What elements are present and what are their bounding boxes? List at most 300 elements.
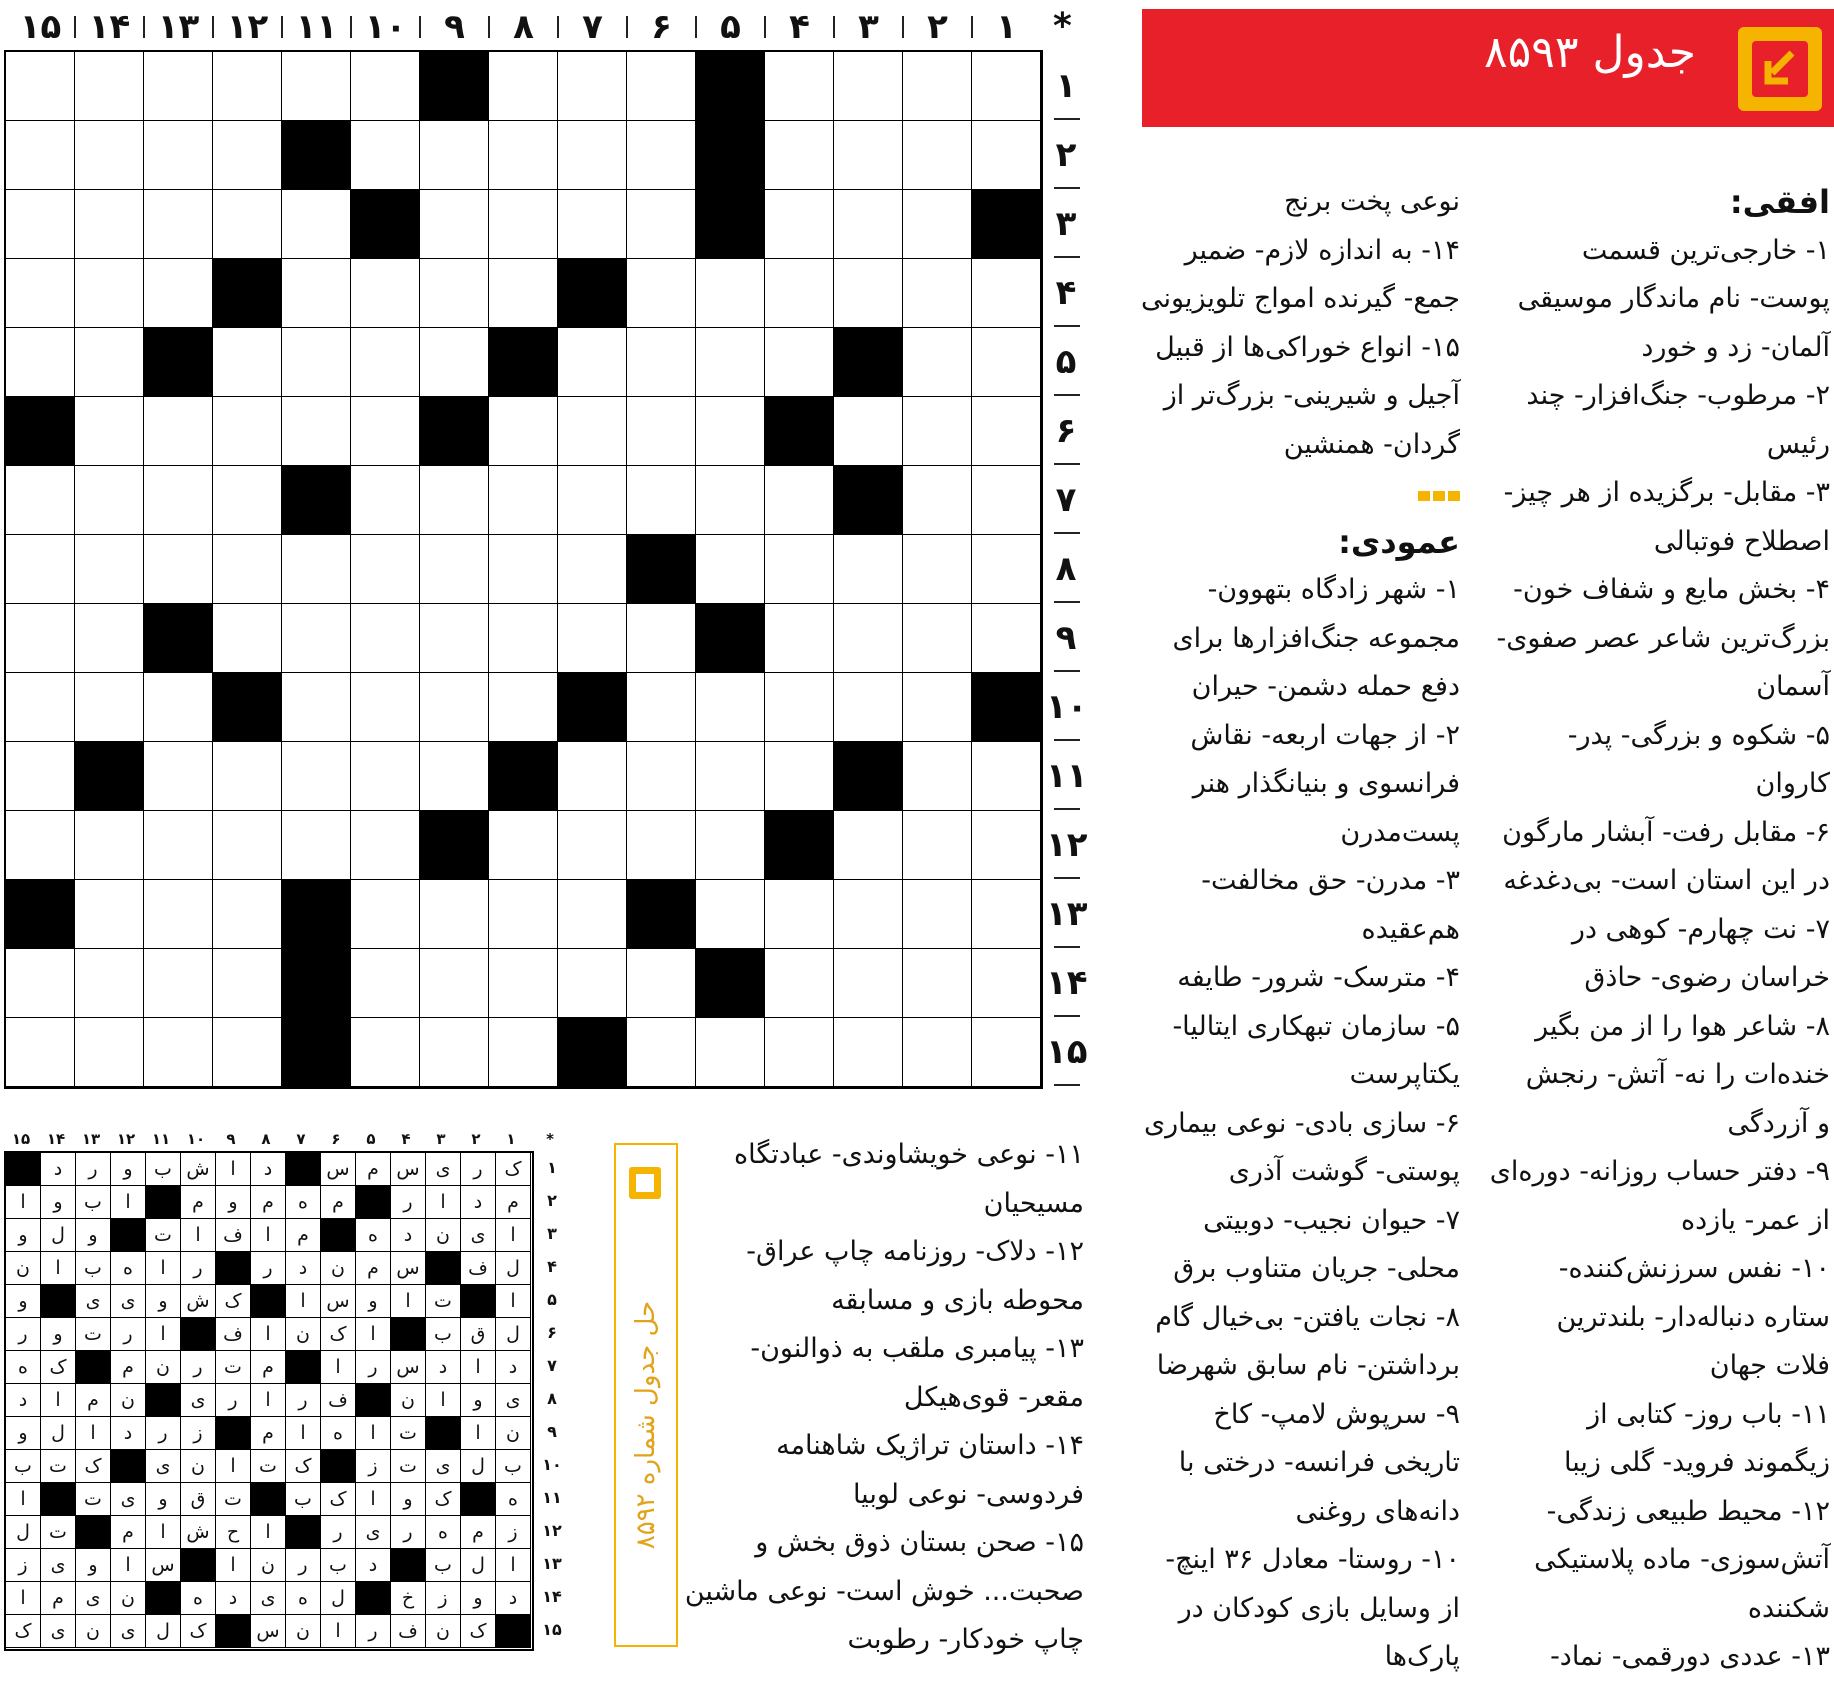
grid-cell[interactable] (489, 466, 558, 535)
grid-cell[interactable] (903, 121, 972, 190)
solution-cell: ن (6, 1252, 41, 1285)
solution-row-label: ۱۰ (542, 1455, 562, 1474)
grid-cell[interactable] (972, 949, 1041, 1018)
solution-cell: و (356, 1285, 391, 1318)
grid-cell[interactable] (972, 535, 1041, 604)
grid-cell[interactable] (213, 604, 282, 673)
grid-cell[interactable] (75, 397, 144, 466)
grid-cell[interactable] (903, 604, 972, 673)
solution-column-label: ۱۲ (116, 1130, 136, 1148)
solution-cell: ت (146, 1219, 181, 1252)
grid-cell[interactable] (558, 673, 627, 742)
grid-cell[interactable] (558, 259, 627, 328)
grid-cell[interactable] (6, 673, 75, 742)
grid-cell[interactable] (903, 742, 972, 811)
grid-cell[interactable] (834, 604, 903, 673)
solution-cell: ت (391, 1417, 426, 1450)
grid-cell[interactable] (558, 880, 627, 949)
grid-cell[interactable] (627, 259, 696, 328)
solution-grid (4, 1151, 534, 1651)
vertical-clue-line: ۱۵- صحن بستان ذوق بخش و (755, 1527, 1084, 1558)
grid-cell[interactable] (213, 880, 282, 949)
grid-cell[interactable] (420, 259, 489, 328)
grid-cell[interactable] (144, 259, 213, 328)
grid-cell[interactable] (144, 1018, 213, 1087)
horizontal-clue-line: ۳- مقابل- برگزیده از هر چیز- (1503, 477, 1830, 508)
grid-cell[interactable] (75, 121, 144, 190)
grid-cell[interactable] (627, 328, 696, 397)
grid-cell[interactable] (351, 52, 420, 121)
solution-column-label: ۲ (471, 1130, 481, 1148)
grid-cell[interactable] (351, 397, 420, 466)
grid-cell[interactable] (213, 52, 282, 121)
grid-cell[interactable] (489, 259, 558, 328)
solution-cell: ی (251, 1582, 286, 1615)
grid-cell[interactable] (903, 535, 972, 604)
grid-column-label: ۱۴ (88, 7, 131, 47)
grid-cell[interactable] (6, 880, 75, 949)
grid-cell[interactable] (696, 742, 765, 811)
solution-cell: ا (6, 1483, 41, 1516)
grid-cell[interactable] (420, 121, 489, 190)
grid-cell[interactable] (903, 190, 972, 259)
grid-cell[interactable] (75, 1018, 144, 1087)
grid-cell[interactable] (75, 949, 144, 1018)
horizontal-clue-line: ۱۰- نفس سرزنش‌کننده- (1558, 1253, 1830, 1284)
grid-cell[interactable] (144, 397, 213, 466)
grid-cell[interactable] (765, 535, 834, 604)
grid-cell[interactable] (282, 1018, 351, 1087)
grid-cell[interactable] (834, 880, 903, 949)
grid-cell[interactable] (558, 742, 627, 811)
grid-cell[interactable] (627, 1018, 696, 1087)
horizontal-clue-line: از عمر- یازده (1680, 1204, 1830, 1236)
vertical-clue-line: مقعر- قوی‌هیکل (903, 1381, 1084, 1413)
grid-cell[interactable] (834, 328, 903, 397)
grid-cell[interactable] (558, 1018, 627, 1087)
solution-cell: ن (181, 1450, 216, 1483)
solution-cell: ک (41, 1351, 76, 1384)
grid-cell[interactable] (696, 190, 765, 259)
grid-cell[interactable] (6, 259, 75, 328)
grid-cell[interactable] (75, 328, 144, 397)
grid-cell[interactable] (6, 535, 75, 604)
grid-cell[interactable] (489, 949, 558, 1018)
vertical-clue-line: پوستی- گوشت آذری (1228, 1156, 1460, 1187)
grid-cell[interactable] (972, 52, 1041, 121)
grid-cell[interactable] (972, 259, 1041, 328)
grid-cell[interactable] (558, 121, 627, 190)
horizontal-clue-line: خراسان رضوی- حاذق (1584, 962, 1830, 993)
grid-cell[interactable] (765, 673, 834, 742)
solution-cell: س (146, 1549, 181, 1582)
grid-cell[interactable] (903, 52, 972, 121)
continued-clues (684, 1131, 1084, 1665)
solution-cell (6, 1153, 41, 1186)
grid-cell[interactable] (351, 466, 420, 535)
grid-cell[interactable] (627, 742, 696, 811)
grid-cell[interactable] (765, 880, 834, 949)
solution-cell: ت (426, 1285, 461, 1318)
grid-cell[interactable] (75, 466, 144, 535)
grid-cell[interactable] (489, 121, 558, 190)
grid-cell[interactable] (834, 1018, 903, 1087)
solution-cell: ق (461, 1318, 496, 1351)
grid-cell[interactable] (420, 397, 489, 466)
horizontal-clue-line: ۷- نت چهارم- کوهی در (1571, 913, 1830, 945)
grid-cell[interactable] (144, 535, 213, 604)
grid-cell[interactable] (144, 742, 213, 811)
grid-cell[interactable] (627, 811, 696, 880)
grid-column-label: ۴ (789, 7, 810, 47)
solution-cell: ا (251, 1384, 286, 1417)
grid-cell[interactable] (558, 604, 627, 673)
solution-cell (251, 1483, 286, 1516)
grid-cell[interactable] (972, 397, 1041, 466)
horizontal-clues (1489, 178, 1830, 1682)
solution-cell (41, 1285, 76, 1318)
grid-cell[interactable] (558, 811, 627, 880)
solution-cell: ه (496, 1483, 531, 1516)
grid-cell[interactable] (834, 742, 903, 811)
grid-cell[interactable] (489, 397, 558, 466)
grid-cell[interactable] (213, 397, 282, 466)
grid-cell[interactable] (903, 811, 972, 880)
grid-cell[interactable] (765, 604, 834, 673)
grid-cell[interactable] (213, 742, 282, 811)
grid-cell[interactable] (351, 742, 420, 811)
grid-row-label: ۹ (1055, 618, 1077, 658)
solution-cell: س (321, 1285, 356, 1318)
grid-cell[interactable] (696, 604, 765, 673)
grid-cell[interactable] (282, 742, 351, 811)
grid-cell[interactable] (144, 190, 213, 259)
grid-cell[interactable] (903, 259, 972, 328)
horizontal-clue-line: ۱۳- عددی دورقمی- نماد- (1550, 1641, 1830, 1672)
grid-cell[interactable] (696, 949, 765, 1018)
grid-cell[interactable] (351, 604, 420, 673)
grid-cell[interactable] (765, 949, 834, 1018)
grid-cell[interactable] (489, 328, 558, 397)
grid-cell[interactable] (6, 328, 75, 397)
grid-cell[interactable] (903, 880, 972, 949)
grid-cell[interactable] (972, 673, 1041, 742)
grid-cell[interactable] (282, 121, 351, 190)
solution-cell: ا (41, 1384, 76, 1417)
grid-cell[interactable] (696, 52, 765, 121)
solution-cell: ر (146, 1417, 181, 1450)
solution-cell: م (111, 1516, 146, 1549)
grid-cell[interactable] (696, 535, 765, 604)
grid-cell[interactable] (489, 535, 558, 604)
grid-cell[interactable] (972, 328, 1041, 397)
grid-cell[interactable] (6, 811, 75, 880)
grid-cell[interactable] (627, 949, 696, 1018)
grid-cell[interactable] (213, 328, 282, 397)
grid-cell[interactable] (213, 190, 282, 259)
solution-cell (146, 1384, 181, 1417)
solution-cell: ا (356, 1318, 391, 1351)
grid-cell[interactable] (213, 466, 282, 535)
grid-cell[interactable] (282, 673, 351, 742)
grid-cell[interactable] (75, 535, 144, 604)
grid-cell[interactable] (765, 52, 834, 121)
grid-cell[interactable] (627, 397, 696, 466)
grid-cell[interactable] (144, 121, 213, 190)
grid-cell[interactable] (351, 811, 420, 880)
horizontal-clue-line: ۸- شاعر هوا را از من بگیر (1535, 1010, 1830, 1042)
grid-cell[interactable] (696, 121, 765, 190)
solution-cell: و (146, 1483, 181, 1516)
grid-cell[interactable] (696, 466, 765, 535)
grid-cell[interactable] (213, 1018, 282, 1087)
grid-cell[interactable] (213, 535, 282, 604)
solution-cell (76, 1516, 111, 1549)
grid-cell[interactable] (144, 880, 213, 949)
grid-cell[interactable] (558, 52, 627, 121)
grid-cell[interactable] (420, 1018, 489, 1087)
grid-cell[interactable] (213, 259, 282, 328)
grid-column-label: ۱۳ (157, 7, 200, 47)
grid-cell[interactable] (834, 673, 903, 742)
grid-cell[interactable] (489, 880, 558, 949)
grid-cell[interactable] (558, 466, 627, 535)
grid-cell[interactable] (75, 52, 144, 121)
grid-cell[interactable] (696, 811, 765, 880)
grid-cell[interactable] (351, 535, 420, 604)
grid-cell[interactable] (282, 52, 351, 121)
grid-cell[interactable] (144, 328, 213, 397)
grid-cell[interactable] (420, 742, 489, 811)
grid-cell[interactable] (696, 397, 765, 466)
grid-cell[interactable] (627, 604, 696, 673)
grid-cell[interactable] (420, 328, 489, 397)
grid-cell[interactable] (972, 1018, 1041, 1087)
grid-cell[interactable] (765, 742, 834, 811)
solution-cell: م (321, 1186, 356, 1219)
grid-cell[interactable] (489, 190, 558, 259)
grid-cell[interactable] (558, 190, 627, 259)
grid-cell[interactable] (903, 328, 972, 397)
grid-cell[interactable] (144, 52, 213, 121)
grid-cell[interactable] (834, 121, 903, 190)
grid-cell[interactable] (213, 811, 282, 880)
solution-cell: م (251, 1186, 286, 1219)
grid-cell[interactable] (282, 604, 351, 673)
grid-cell[interactable] (420, 52, 489, 121)
grid-cell[interactable] (903, 397, 972, 466)
grid-cell[interactable] (489, 742, 558, 811)
solution-cell: ل (41, 1417, 76, 1450)
grid-cell[interactable] (351, 328, 420, 397)
grid-cell[interactable] (489, 52, 558, 121)
grid-cell[interactable] (6, 742, 75, 811)
grid-cell[interactable] (765, 328, 834, 397)
grid-cell[interactable] (627, 673, 696, 742)
grid-cell[interactable] (6, 604, 75, 673)
horizontal-clue-line: گردان- همنشین (1283, 428, 1460, 460)
grid-cell[interactable] (351, 190, 420, 259)
grid-cell[interactable] (351, 880, 420, 949)
solution-corner-mark: * (546, 1130, 554, 1148)
grid-cell[interactable] (558, 328, 627, 397)
solution-cell: ا (111, 1549, 146, 1582)
grid-cell[interactable] (972, 466, 1041, 535)
grid-cell[interactable] (282, 259, 351, 328)
grid-cell[interactable] (834, 397, 903, 466)
grid-cell[interactable] (75, 190, 144, 259)
grid-row-label: ۲ (1055, 135, 1077, 175)
solution-cell: و (391, 1483, 426, 1516)
grid-cell[interactable] (489, 673, 558, 742)
grid-cell[interactable] (75, 880, 144, 949)
grid-cell[interactable] (696, 673, 765, 742)
grid-cell[interactable] (6, 466, 75, 535)
grid-cell[interactable] (282, 466, 351, 535)
grid-cell[interactable] (627, 52, 696, 121)
grid-cell[interactable] (420, 949, 489, 1018)
horizontal-clue-line: فلات جهان (1709, 1350, 1830, 1381)
grid-cell[interactable] (627, 535, 696, 604)
grid-cell[interactable] (972, 742, 1041, 811)
grid-cell[interactable] (834, 811, 903, 880)
grid-cell[interactable] (903, 673, 972, 742)
grid-cell[interactable] (282, 328, 351, 397)
vertical-clue-line: دفع حمله دشمن- حیران (1191, 671, 1460, 702)
solution-cell (356, 1582, 391, 1615)
grid-cell[interactable] (696, 328, 765, 397)
grid-cell[interactable] (420, 811, 489, 880)
solution-cell: د (496, 1351, 531, 1384)
grid-cell[interactable] (213, 673, 282, 742)
grid-cell[interactable] (213, 949, 282, 1018)
grid-cell[interactable] (144, 811, 213, 880)
grid-cell[interactable] (765, 190, 834, 259)
grid-cell[interactable] (351, 121, 420, 190)
grid-cell[interactable] (282, 397, 351, 466)
grid-cell[interactable] (834, 949, 903, 1018)
solution-cell: ن (286, 1318, 321, 1351)
grid-cell[interactable] (6, 1018, 75, 1087)
grid-cell[interactable] (351, 673, 420, 742)
grid-cell[interactable] (420, 604, 489, 673)
grid-cell[interactable] (903, 466, 972, 535)
grid-cell[interactable] (75, 673, 144, 742)
grid-cell[interactable] (834, 535, 903, 604)
grid-cell[interactable] (558, 949, 627, 1018)
grid-cell[interactable] (75, 742, 144, 811)
grid-cell[interactable] (144, 466, 213, 535)
grid-cell[interactable] (765, 259, 834, 328)
grid-cell[interactable] (765, 811, 834, 880)
grid-cell[interactable] (351, 259, 420, 328)
solution-label-frame (614, 1143, 678, 1647)
solution-cell: ب (426, 1549, 461, 1582)
solution-cell: د (216, 1582, 251, 1615)
grid-cell[interactable] (903, 949, 972, 1018)
grid-cell[interactable] (834, 52, 903, 121)
grid-cell[interactable] (765, 397, 834, 466)
grid-row-label: ۳ (1055, 204, 1077, 244)
grid-cell[interactable] (420, 673, 489, 742)
grid-cell[interactable] (213, 121, 282, 190)
grid-cell[interactable] (282, 949, 351, 1018)
solution-cell: ک (321, 1318, 356, 1351)
grid-cell[interactable] (75, 259, 144, 328)
grid-cell[interactable] (351, 1018, 420, 1087)
solution-cell: و (146, 1285, 181, 1318)
grid-cell[interactable] (282, 190, 351, 259)
grid-cell[interactable] (696, 259, 765, 328)
grid-cell[interactable] (627, 466, 696, 535)
grid-cell[interactable] (627, 190, 696, 259)
horizontal-clue-line: اصطلاح فوتبالی (1653, 525, 1830, 557)
solution-cell: ه (321, 1417, 356, 1450)
solution-cell: ی (41, 1549, 76, 1582)
grid-cell[interactable] (834, 466, 903, 535)
grid-cell[interactable] (558, 397, 627, 466)
grid-cell[interactable] (765, 121, 834, 190)
grid-cell[interactable] (765, 466, 834, 535)
grid-cell[interactable] (972, 190, 1041, 259)
grid-cell[interactable] (144, 949, 213, 1018)
grid-row-label: ۷ (1055, 480, 1077, 520)
grid-cell[interactable] (6, 121, 75, 190)
grid-cell[interactable] (420, 466, 489, 535)
grid-cell[interactable] (972, 121, 1041, 190)
grid-cell[interactable] (75, 604, 144, 673)
grid-cell[interactable] (420, 880, 489, 949)
grid-cell[interactable] (765, 1018, 834, 1087)
grid-cell[interactable] (6, 949, 75, 1018)
grid-cell[interactable] (6, 190, 75, 259)
grid-cell[interactable] (972, 880, 1041, 949)
grid-cell[interactable] (351, 949, 420, 1018)
grid-cell[interactable] (834, 259, 903, 328)
grid-cell[interactable] (972, 604, 1041, 673)
grid-cell[interactable] (489, 811, 558, 880)
grid-cell[interactable] (144, 604, 213, 673)
grid-cell[interactable] (903, 1018, 972, 1087)
grid-cell[interactable] (6, 397, 75, 466)
solution-cell: ر (321, 1516, 356, 1549)
grid-cell[interactable] (75, 811, 144, 880)
grid-cell[interactable] (489, 604, 558, 673)
grid-cell[interactable] (627, 121, 696, 190)
grid-cell[interactable] (6, 52, 75, 121)
grid-cell[interactable] (627, 880, 696, 949)
vertical-clue-line: ۸- نجات یافتن- بی‌خیال گام (1155, 1301, 1460, 1333)
grid-column-label: ۱۵ (19, 7, 62, 47)
grid-cell[interactable] (282, 811, 351, 880)
grid-cell[interactable] (696, 880, 765, 949)
solution-cell: ف (391, 1615, 426, 1648)
grid-cell[interactable] (420, 535, 489, 604)
grid-cell[interactable] (972, 811, 1041, 880)
grid-cell[interactable] (558, 535, 627, 604)
grid-cell[interactable] (834, 190, 903, 259)
grid-cell[interactable] (282, 535, 351, 604)
grid-cell[interactable] (696, 1018, 765, 1087)
grid-column-label: ۵ (720, 7, 741, 47)
grid-cell[interactable] (144, 673, 213, 742)
solution-row-label: ۱۱ (542, 1488, 562, 1507)
grid-cell[interactable] (420, 190, 489, 259)
vertical-clue-line: از وسایل بازی کودکان در (1178, 1592, 1460, 1624)
grid-cell[interactable] (489, 1018, 558, 1087)
grid-cell[interactable] (282, 880, 351, 949)
solution-cell: ا (76, 1417, 111, 1450)
